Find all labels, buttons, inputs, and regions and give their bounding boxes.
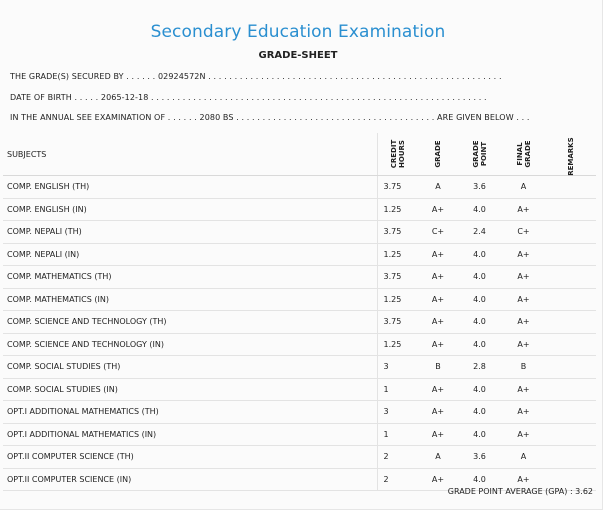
credit-hours-cell: 1 <box>377 423 418 446</box>
grade-cell: A+ <box>418 423 458 446</box>
final-grade-cell: A+ <box>501 288 546 311</box>
table-row <box>3 446 596 469</box>
grade-point-cell: 2.4 <box>458 221 501 244</box>
table-row <box>3 221 596 244</box>
final-grade-cell: A+ <box>501 468 546 491</box>
credit-hours-cell: 1.25 <box>377 198 418 221</box>
credit-hours-cell: 1.25 <box>377 333 418 356</box>
page-subtitle: GRADE-SHEET <box>258 50 338 61</box>
grade-cell: A+ <box>418 243 458 266</box>
final-grade-cell: A+ <box>501 378 546 401</box>
subject-cell: OPT.II COMPUTER SCIENCE (IN) <box>3 468 377 491</box>
final-grade-cell: C+ <box>501 221 546 244</box>
credit-hours-cell: 1.25 <box>377 243 418 266</box>
final-grade-cell: A+ <box>501 266 546 289</box>
subject-cell: COMP. NEPALI (TH) <box>3 221 377 244</box>
table-header-row <box>3 133 596 176</box>
table-row <box>3 198 596 221</box>
gpa-summary: GRADE POINT AVERAGE (GPA) : 3.62 <box>447 487 593 496</box>
grade-cell: A <box>418 176 458 199</box>
grade-point-cell: 4.0 <box>458 468 501 491</box>
grade-cell: A+ <box>418 468 458 491</box>
remarks-cell <box>546 243 596 266</box>
final-grade-cell: A <box>501 176 546 199</box>
remarks-cell <box>546 401 596 424</box>
remarks-cell <box>546 423 596 446</box>
credit-hours-cell: 1 <box>377 378 418 401</box>
final-grade-cell: A+ <box>501 243 546 266</box>
remarks-cell <box>546 446 596 469</box>
subject-cell: OPT.I ADDITIONAL MATHEMATICS (IN) <box>3 423 377 446</box>
final-grade-cell: A <box>501 446 546 469</box>
remarks-cell <box>546 333 596 356</box>
remarks-cell <box>546 311 596 334</box>
remarks-cell <box>546 176 596 199</box>
info-date-of-birth: DATE OF BIRTH . . . . . 2065-12-18 . . . . . . . . . . . . . . . . . . . . . . . . . . . . . . . . . . . . . . . . . . . . . . . . . . . . . . . . . . . . . . . . <box>10 93 487 102</box>
final-grade-cell: A+ <box>501 311 546 334</box>
subject-cell: COMP. NEPALI (IN) <box>3 243 377 266</box>
credit-hours-cell: 3.75 <box>377 266 418 289</box>
table-row <box>3 333 596 356</box>
table-row <box>3 423 596 446</box>
grade-cell: A+ <box>418 311 458 334</box>
header-subjects: SUBJECTS <box>3 133 377 176</box>
final-grade-cell: A+ <box>501 423 546 446</box>
grade-point-cell: 3.6 <box>458 446 501 469</box>
grade-cell: A+ <box>418 198 458 221</box>
grade-point-cell: 4.0 <box>458 266 501 289</box>
grade-point-cell: 4.0 <box>458 288 501 311</box>
page-title: Secondary Education Examination <box>150 22 446 42</box>
table-row <box>3 401 596 424</box>
grades-table <box>3 133 596 491</box>
grade-point-cell: 3.6 <box>458 176 501 199</box>
grade-point-cell: 4.0 <box>458 401 501 424</box>
subject-cell: OPT.II COMPUTER SCIENCE (TH) <box>3 446 377 469</box>
grade-point-cell: 4.0 <box>458 333 501 356</box>
header-credit-hours: CREDIT HOURS <box>377 133 418 176</box>
table-row <box>3 288 596 311</box>
grade-point-cell: 4.0 <box>458 423 501 446</box>
remarks-cell <box>546 266 596 289</box>
table-row <box>3 176 596 199</box>
subject-cell: COMP. MATHEMATICS (TH) <box>3 266 377 289</box>
final-grade-cell: A+ <box>501 333 546 356</box>
remarks-cell <box>546 198 596 221</box>
grade-cell: A+ <box>418 378 458 401</box>
credit-hours-cell: 3.75 <box>377 311 418 334</box>
final-grade-cell: A+ <box>501 198 546 221</box>
info-symbol-number: THE GRADE(S) SECURED BY . . . . . . 02924572N . . . . . . . . . . . . . . . . . . . . . . . . . . . . . . . . . . . . . . . . . . . . . . . . . . . . . . . . <box>10 72 502 81</box>
subject-cell: COMP. ENGLISH (IN) <box>3 198 377 221</box>
table-row <box>3 378 596 401</box>
grade-cell: A+ <box>418 266 458 289</box>
header-final-grade: FINAL GRADE <box>501 133 546 176</box>
subject-cell: COMP. ENGLISH (TH) <box>3 176 377 199</box>
subject-cell: OPT.I ADDITIONAL MATHEMATICS (TH) <box>3 401 377 424</box>
credit-hours-cell: 1.25 <box>377 288 418 311</box>
remarks-cell <box>546 288 596 311</box>
remarks-cell <box>546 378 596 401</box>
subject-cell: COMP. SOCIAL STUDIES (TH) <box>3 356 377 379</box>
table-row <box>3 266 596 289</box>
table-row <box>3 356 596 379</box>
grade-cell: C+ <box>418 221 458 244</box>
remarks-cell <box>546 221 596 244</box>
credit-hours-cell: 2 <box>377 468 418 491</box>
header-grade-point: GRADE POINT <box>458 133 501 176</box>
final-grade-cell: A+ <box>501 401 546 424</box>
credit-hours-cell: 3 <box>377 356 418 379</box>
subject-cell: COMP. MATHEMATICS (IN) <box>3 288 377 311</box>
grade-cell: A+ <box>418 288 458 311</box>
grade-cell: A+ <box>418 333 458 356</box>
credit-hours-cell: 3 <box>377 401 418 424</box>
grade-point-cell: 4.0 <box>458 311 501 334</box>
header-remarks: REMARKS <box>546 133 596 176</box>
grade-point-cell: 4.0 <box>458 198 501 221</box>
grade-point-cell: 4.0 <box>458 378 501 401</box>
table-row <box>3 243 596 266</box>
subject-cell: COMP. SOCIAL STUDIES (IN) <box>3 378 377 401</box>
credit-hours-cell: 3.75 <box>377 221 418 244</box>
final-grade-cell: B <box>501 356 546 379</box>
remarks-cell <box>546 356 596 379</box>
grade-point-cell: 4.0 <box>458 243 501 266</box>
grade-cell: B <box>418 356 458 379</box>
subject-cell: COMP. SCIENCE AND TECHNOLOGY (TH) <box>3 311 377 334</box>
credit-hours-cell: 2 <box>377 446 418 469</box>
grade-cell: A+ <box>418 401 458 424</box>
credit-hours-cell: 3.75 <box>377 176 418 199</box>
subject-cell: COMP. SCIENCE AND TECHNOLOGY (IN) <box>3 333 377 356</box>
grades-table-body <box>3 176 596 491</box>
grade-point-cell: 2.8 <box>458 356 501 379</box>
table-row <box>3 311 596 334</box>
grade-cell: A <box>418 446 458 469</box>
info-examination: IN THE ANNUAL SEE EXAMINATION OF . . . . . . 2080 BS . . . . . . . . . . . . . . . . . . . . . . . . . . . . . . . . . . . . . . ARE GIVEN BELOW . . . <box>10 113 530 122</box>
header-grade: GRADE <box>418 133 458 176</box>
